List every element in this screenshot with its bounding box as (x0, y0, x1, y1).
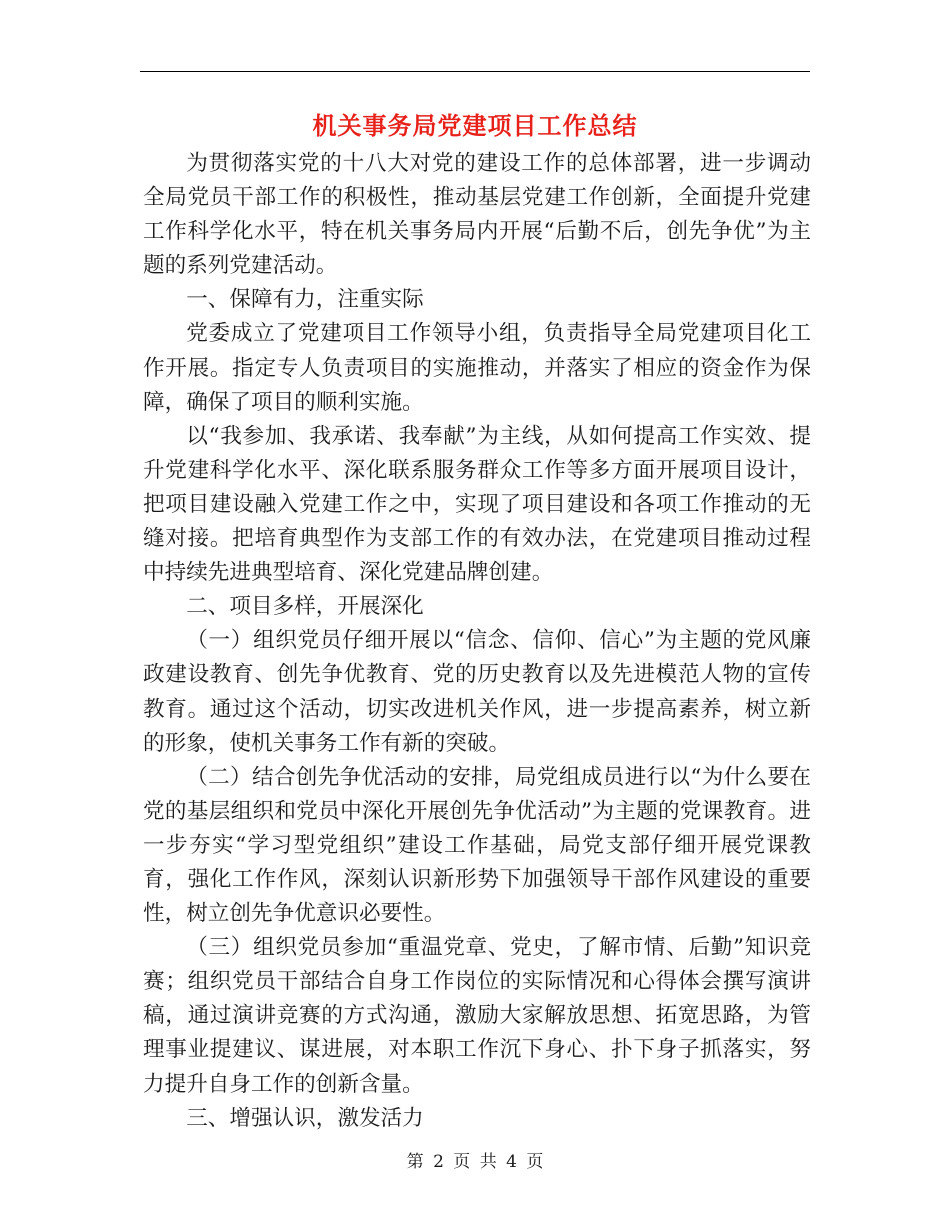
paragraph: 以“我参加、我承诺、我奉献”为主线，从如何提高工作实效、提升党建科学化水平、深化联系服务群众工作等多方面开展项目设计，把项目建设融入党建工作之中，实现了项目建设和各项工作推动的无缝对接。把培育典型作为支部工作的有效办法，在党建项目推动过程中持续先进典型培育、深化党建品牌创建。 (143, 423, 811, 586)
document-body (143, 147, 811, 1136)
section-heading-3: 三、增强认识，激发活力 (186, 1105, 424, 1131)
paragraph-item-1: （一）组织党员仔细开展以“信念、信仰、信心”为主题的党风廉政建设教育、创先争优教育、党的历史教育以及先进模范人物的宣传教育。通过这个活动，切实改进机关作风，进一步提高素养，树立新的形象，使机关事务工作有新的突破。 (143, 628, 811, 756)
document-title: 机关事务局党建项目工作总结 (312, 111, 638, 140)
paragraph-intro: 为贯彻落实党的十八大对党的建设工作的总体部署，进一步调动全局党员干部工作的积极性，推动基层党建工作创新，全面提升党建工作科学化水平，特在机关事务局内开展“后勤不后，创先争优”为主题的系列党建活动。 (143, 151, 811, 279)
paragraph-item-3: （三）组织党员参加“重温党章、党史，了解市情、后勤”知识竞赛；组织党员干部结合自身工作岗位的实际情况和心得体会撰写演讲稿，通过演讲竞赛的方式沟通，激励大家解放思想、拓宽思路，为管理事业提建议、谋进展，对本职工作沉下身心、扑下身子抓落实，努力提升自身工作的创新含量。 (143, 935, 811, 1097)
page-number: 第 2 页 共 4 页 (406, 1152, 544, 1172)
section-heading-1: 一、保障有力，注重实际 (186, 287, 424, 313)
header-rule (140, 71, 810, 72)
paragraph: 党委成立了党建项目工作领导小组，负责指导全局党建项目化工作开展。指定专人负责项目的实施推动，并落实了相应的资金作为保障，确保了项目的顺利实施。 (143, 321, 811, 415)
section-heading-2: 二、项目多样，开展深化 (186, 594, 424, 620)
paragraph-item-2: （二）结合创先争优活动的安排，局党组成员进行以“为什么要在党的基层组织和党员中深化开展创先争优活动”为主题的党课教育。进一步夯实“学习型党组织”建设工作基础，局党支部仔细开展党课教育，强化工作作风，深刻认识新形势下加强领导干部作风建设的重要性，树立创先争优意识必要性。 (143, 764, 811, 927)
